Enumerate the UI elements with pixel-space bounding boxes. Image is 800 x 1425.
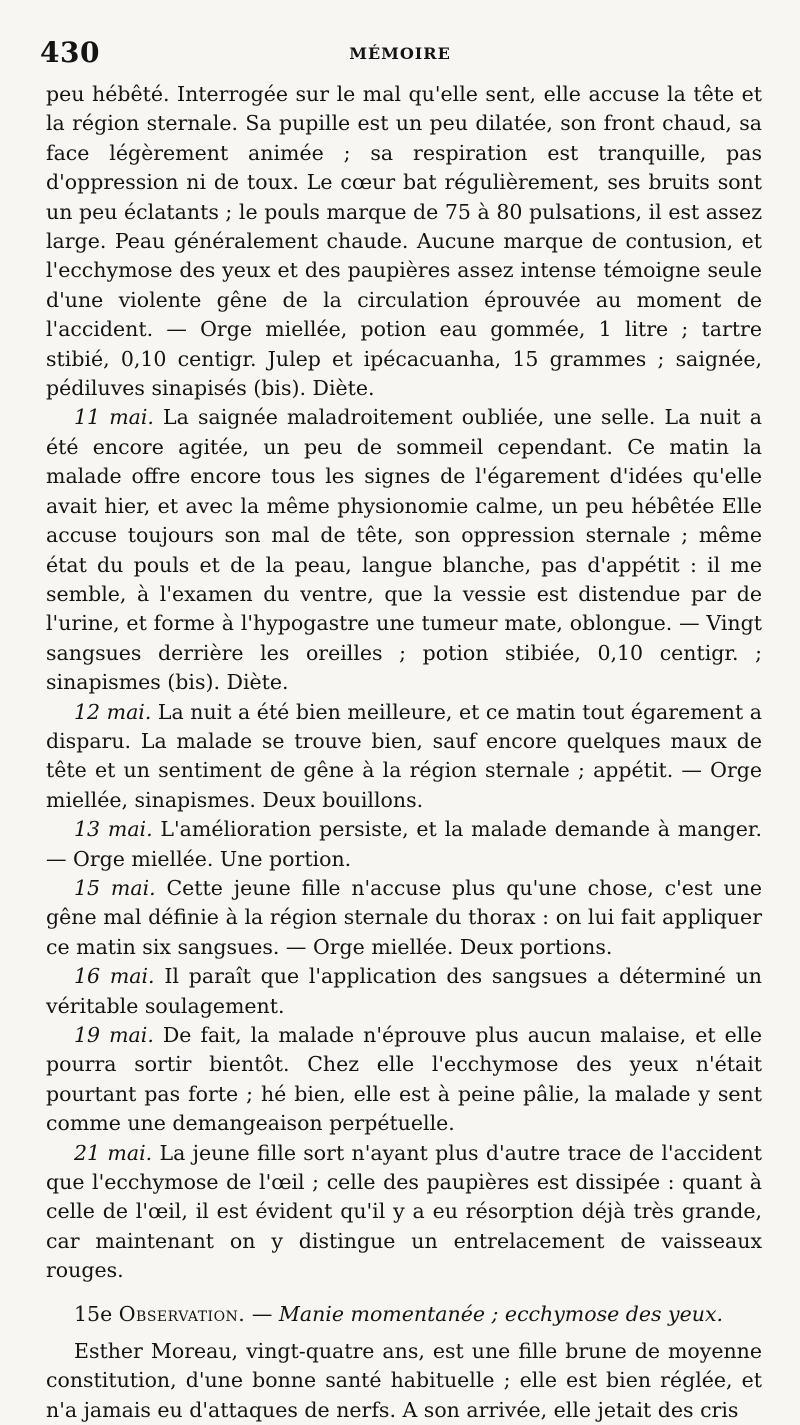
entry-date: 12 mai. (74, 699, 152, 724)
entry-date: 13 mai. (74, 817, 153, 842)
observation-label: Observation. (118, 1301, 246, 1326)
entry-date: 16 mai. (74, 964, 155, 989)
paragraph (46, 698, 762, 816)
entry-date: 15 mai. (74, 875, 156, 900)
body-text (46, 80, 762, 1425)
page-header (40, 36, 760, 76)
entry-text: De fait, la malade n'éprouve plus aucun malaise, et elle pourra sortir bientôt. Chez elle l'ecchymose des yeux n'était pourtant pas forte ; hé bien, elle est à peine pâlie, la malade y sent comme une demangeaison perpétuelle. (46, 1023, 762, 1136)
entry-text: Il paraît que l'application des sangsues a déterminé un véritable soulagement. (46, 964, 762, 1018)
paragraph: Esther Moreau, vingt-quatre ans, est une fille brune de moyenne constitution, d'une bonne santé habituelle ; elle est bien réglée, et n'a jamais eu d'attaques de nerfs. A son arrivée, elle jetait des cris (46, 1339, 762, 1422)
paragraph (46, 403, 762, 697)
entry-date: 21 mai. (74, 1140, 153, 1165)
observation-dash: — (251, 1301, 273, 1326)
page-number: 430 (40, 36, 100, 69)
paragraph: peu hébêté. Interrogée sur le mal qu'elle sent, elle accuse la tête et la région sternale. Sa pupille est un peu dilatée, son front chaud, sa face légèrement animée ; sa respiration est tranquille, pas d'oppression ni de toux. Le cœur bat régulièrement, ses bruits sont un peu éclatants ; le pouls marque de 75 à 80 pulsations, il est assez large. Peau généralement chaude. Aucune marque de contusion, et l'ecchymose des yeux et des paupières assez intense témoigne seule d'une violente gêne de la circulation éprouvée au moment de l'accident. — Orge miellée, potion eau gommée, 1 litre ; tartre stibié, 0,10 centigr. Julep et ipécacuanha, 15 grammes ; saignée, pédiluves sinapisés (bis). Diète. (46, 82, 762, 401)
running-head: MÉMOIRE (349, 44, 451, 63)
paragraph (46, 1021, 762, 1139)
entry-text: La nuit a été bien meilleure, et ce matin tout égarement a disparu. La malade se trouve bien, sauf encore quelques maux de tête et un sentiment de gêne à la région sternale ; appétit. — Orge miellée, sinapismes. Deux bouillons. (46, 699, 762, 812)
entry-date: 19 mai. (74, 1023, 154, 1047)
paragraph (46, 815, 762, 874)
observation-title: Manie momentanée ; ecchymose des yeux. (278, 1301, 724, 1326)
observation-number: 15e (74, 1301, 113, 1326)
observation-heading (46, 1300, 762, 1329)
entry-text: La jeune fille sort n'ayant plus d'autre trace de l'accident que l'ecchymose de l'œil ; celle des paupières est dissipée : quant à celle de l'œil, il est évident qu'il y a eu résorption déjà très grande, car maintenant on y distingue un entrelacement de vaisseaux rouges. (46, 1140, 762, 1283)
entry-text: Cette jeune fille n'accuse plus qu'une chose, c'est une gêne mal définie à la région sternale du thorax : on lui fait appliquer ce matin six sangsues. — Orge miellée. Deux portions. (46, 875, 762, 959)
paragraph (46, 962, 762, 1021)
entry-text: L'amélioration persiste, et la malade demande à manger. — Orge miellée. Une portion. (46, 817, 762, 871)
spacer (46, 1329, 762, 1337)
paragraph (46, 874, 762, 962)
entry-date: 11 mai. (74, 405, 154, 430)
paragraph (46, 1139, 762, 1286)
entry-text: La saignée maladroitement oubliée, une selle. La nuit a été encore agitée, un peu de sommeil cependant. Ce matin la malade offre encore tous les signes de l'égarement d'idées qu'elle avait hier, et avec la même physionomie calme, un peu hébêtée Elle accuse toujours son mal de tête, son oppression sternale ; même état du pouls et de la peau, langue blanche, pas d'appétit : il me semble, à l'examen du ventre, que la vessie est distendue par de l'urine, et forme à l'hypogastre une tumeur mate, oblongue. — Vingt sangsues derrière les oreilles ; potion stibiée, 0,10 centigr. ; sinapismes (bis). Diète. (46, 405, 762, 695)
